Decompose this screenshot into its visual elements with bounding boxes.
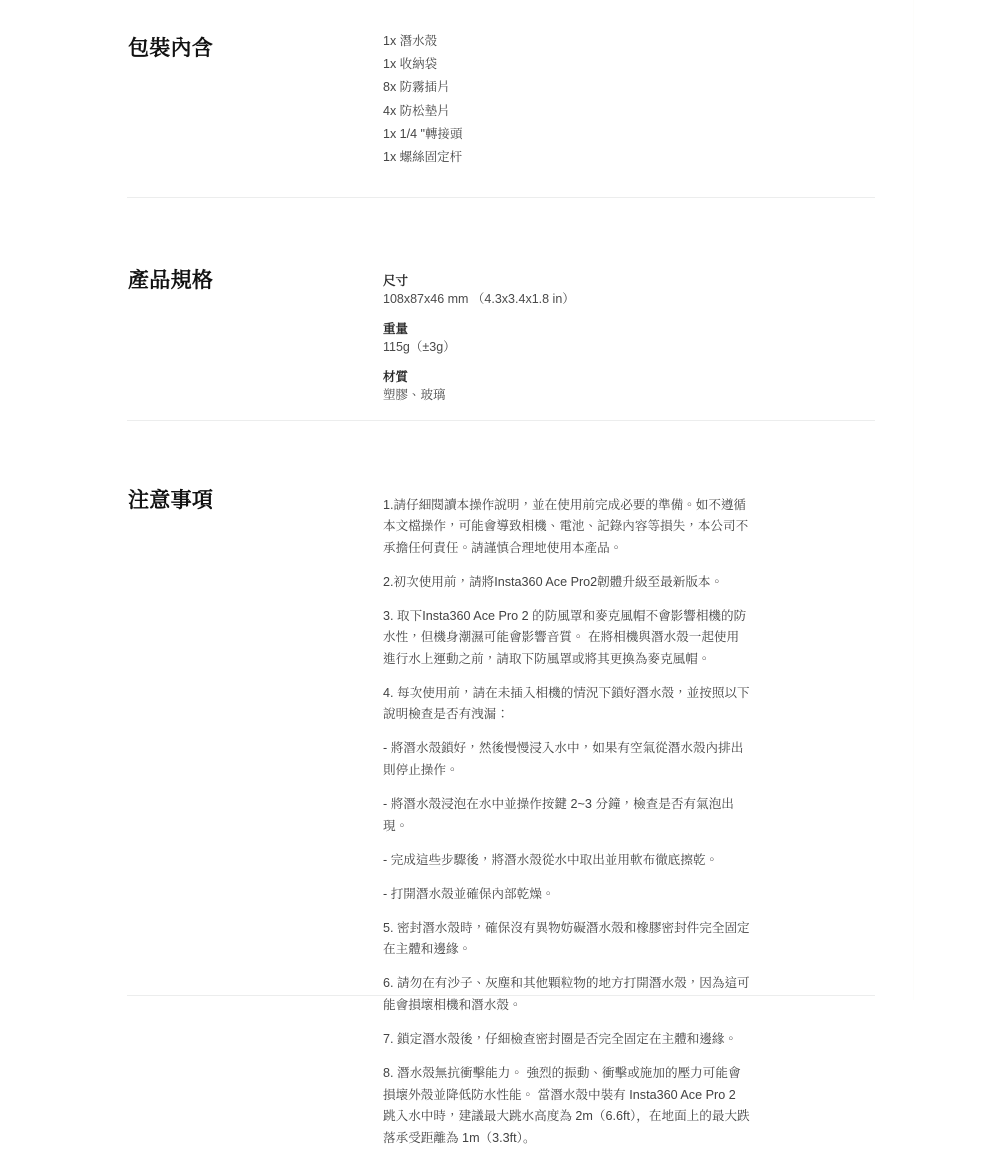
list-item: 1x 1/4 "轉接頭 [383, 126, 463, 141]
notice-item: 6. 請勿在有沙子、灰塵和其他顆粒物的地方打開潛水殼，因為這可能會損壞相機和潛水殼。 [383, 976, 750, 1012]
spec-value: 108x87x46 mm （4.3x3.4x1.8 in） [383, 292, 575, 306]
package-contents-list [383, 30, 751, 169]
content-edge-boundary [913, 0, 914, 1000]
notices-heading: 注意事項 [128, 489, 214, 512]
section-divider [127, 197, 875, 198]
notice-item: 1.請仔細閱讀本操作說明，並在使用前完成必要的準備。如不遵循本文檔操作，可能會導致相機、電池、記錄內容等損失，本公司不承擔任何責任。請謹慎合理地使用本產品。 [383, 497, 749, 555]
package-contents-body [383, 30, 751, 169]
list-item: 1x 收納袋 [383, 57, 438, 72]
spec-group-material [383, 368, 751, 404]
notice-item: 2.初次使用前，請將Insta360 Ace Pro2韌體升級至最新版本。 [383, 574, 724, 589]
specifications-heading: 產品規格 [128, 269, 214, 292]
spec-label: 材質 [383, 370, 409, 384]
notice-item: 7. 鎖定潛水殼後，仔細檢查密封圈是否完全固定在主體和邊緣。 [383, 1032, 738, 1047]
notice-item: - 將潛水殼浸泡在水中並操作按鍵 2~3 分鐘，檢查是否有氣泡出現。 [383, 797, 734, 833]
list-item: 8x 防霧插片 [383, 80, 450, 95]
spec-label: 尺寸 [383, 274, 409, 288]
list-item: 4x 防松墊片 [383, 103, 450, 118]
section-divider [127, 420, 875, 421]
notice-item: 5. 密封潛水殼時，確保沒有異物妨礙潛水殼和橡膠密封件完全固定在主體和邊緣。 [383, 920, 750, 957]
notice-item: - 完成這些步驟後，將潛水殼從水中取出並用軟布徹底擦乾。 [383, 852, 719, 867]
spec-group-dimensions [383, 272, 751, 308]
spec-value: 塑膠、玻璃 [383, 388, 446, 402]
notice-item: 8. 潛水殼無抗衝擊能力。 強烈的振動、衝擊或施加的壓力可能會損壞外殼並降低防水性能。 當潛水殼中裝有 Insta360 Ace Pro 2 跳入水中時，建議最大跳水高度為 2m（6.6ft），在地面上的最大跌落承受距離為 1m（3.3ft）。 [383, 1066, 750, 1145]
notice-item: - 將潛水殼鎖好，然後慢慢浸入水中，如果有空氣從潛水殼內排出則停止操作。 [383, 741, 744, 777]
specifications-body [383, 272, 751, 404]
notices-list [383, 495, 751, 1149]
notice-item: - 打開潛水殼並確保內部乾燥。 [383, 886, 555, 901]
spec-group-weight [383, 320, 751, 356]
list-item: 1x 螺絲固定杆 [383, 150, 463, 165]
notice-item: 3. 取下Insta360 Ace Pro 2 的防風罩和麥克風帽不會影響相機的防水性，但機身潮濕可能會影響音質。 在將相機與潛水殼一起使用進行水上運動之前，請取下防風罩或將其更換為麥克風帽。 [383, 608, 747, 666]
notice-item: 4. 每次使用前，請在未插入相機的情況下鎖好潛水殼，並按照以下說明檢查是否有洩漏： [383, 685, 750, 722]
list-item: 1x 潛水殼 [383, 34, 438, 48]
section-divider [127, 995, 875, 996]
spec-label: 重量 [383, 322, 409, 336]
spec-value: 115g（±3g） [383, 340, 456, 354]
notices-body [383, 482, 751, 1149]
package-contents-heading: 包裝內含 [128, 37, 214, 60]
